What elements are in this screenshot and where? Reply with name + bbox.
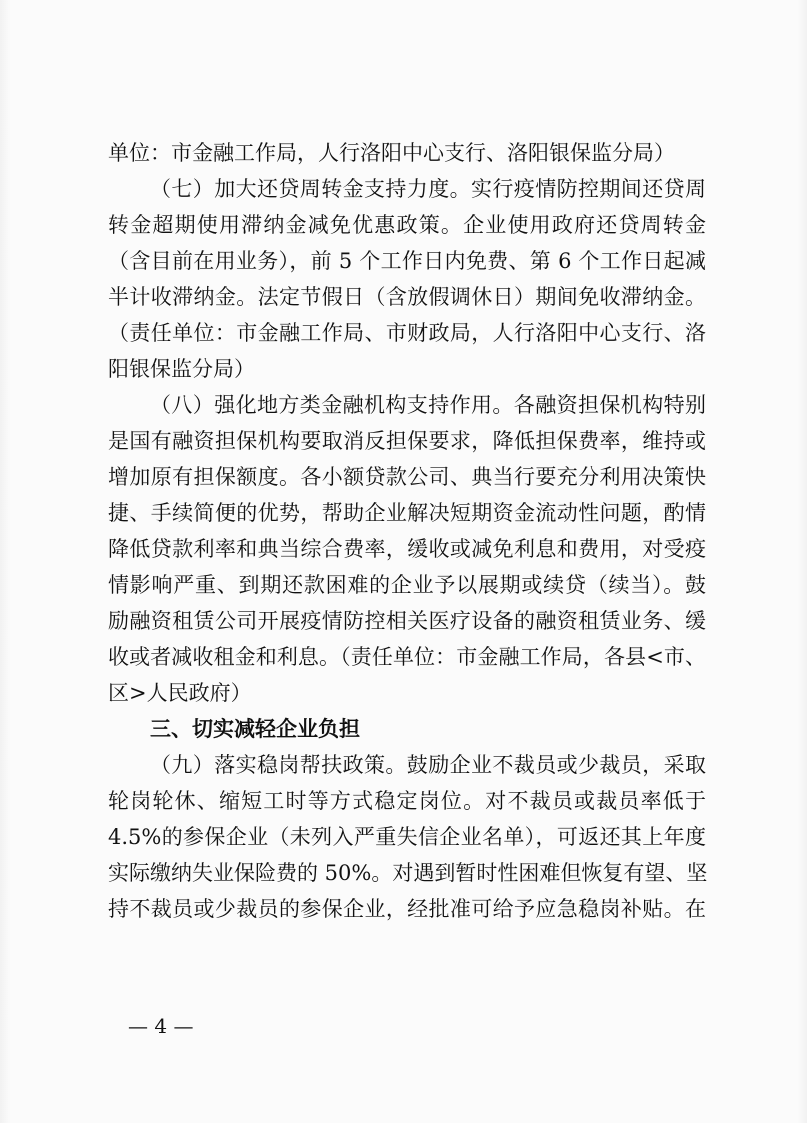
text-line: 降低贷款利率和典当综合费率，缓收或减免利息和费用，对受疫	[108, 537, 706, 561]
text-line: 持不裁员或少裁员的参保企业，经批准可给予应急稳岗补贴。在	[108, 897, 706, 921]
section-heading: 三、切实减轻企业负担	[150, 717, 360, 741]
paragraph-9-first-line: （九）落实稳岗帮扶政策。鼓励企业不裁员或少裁员，采取	[150, 753, 706, 777]
document-body	[108, 135, 706, 927]
page-edge-shadow-right	[797, 0, 807, 1123]
text-line: 情影响严重、到期还款困难的企业予以展期或续贷（续当）。鼓	[108, 573, 706, 597]
text-line: 转金超期使用滞纳金减免优惠政策。企业使用政府还贷周转金	[108, 213, 706, 237]
text-line: 励融资租赁公司开展疫情防控相关医疗设备的融资租赁业务、缓	[108, 609, 706, 633]
paragraph-7-first-line: （七）加大还贷周转金支持力度。实行疫情防控期间还贷周	[150, 177, 706, 201]
text-line: 捷、手续简便的优势，帮助企业解决短期资金流动性问题，酌情	[108, 501, 706, 525]
page-edge-shadow-left	[0, 0, 10, 1123]
text-line: 阳银保监分局）	[108, 357, 255, 381]
text-line: （含目前在用业务），前 5 个工作日内免费、第 6 个工作日起减	[108, 249, 706, 273]
text-line: （责任单位：市金融工作局、市财政局，人行洛阳中心支行、洛	[108, 321, 706, 345]
text-line: 收或者减收租金和利息。（责任单位：市金融工作局，各县<市、	[108, 645, 706, 669]
text-line: 实际缴纳失业保险费的 50%。对遇到暂时性困难但恢复有望、坚	[108, 861, 708, 885]
text-line: 轮岗轮休、缩短工时等方式稳定岗位。对不裁员或裁员率低于	[108, 789, 706, 813]
text-line: 单位：市金融工作局，人行洛阳中心支行、洛阳银保监分局）	[108, 141, 675, 165]
text-line: 是国有融资担保机构要取消反担保要求，降低担保费率，维持或	[108, 429, 706, 453]
page-number: — 4 —	[128, 1014, 194, 1038]
text-line: 区>人民政府）	[108, 681, 252, 705]
text-line: 增加原有担保额度。各小额贷款公司、典当行要充分利用决策快	[108, 465, 706, 489]
text-line: 半计收滞纳金。法定节假日（含放假调休日）期间免收滞纳金。	[108, 285, 706, 309]
paragraph-8-first-line: （八）强化地方类金融机构支持作用。各融资担保机构特别	[150, 393, 706, 417]
text-line: 4.5%的参保企业（未列入严重失信企业名单），可返还其上年度	[108, 825, 706, 849]
